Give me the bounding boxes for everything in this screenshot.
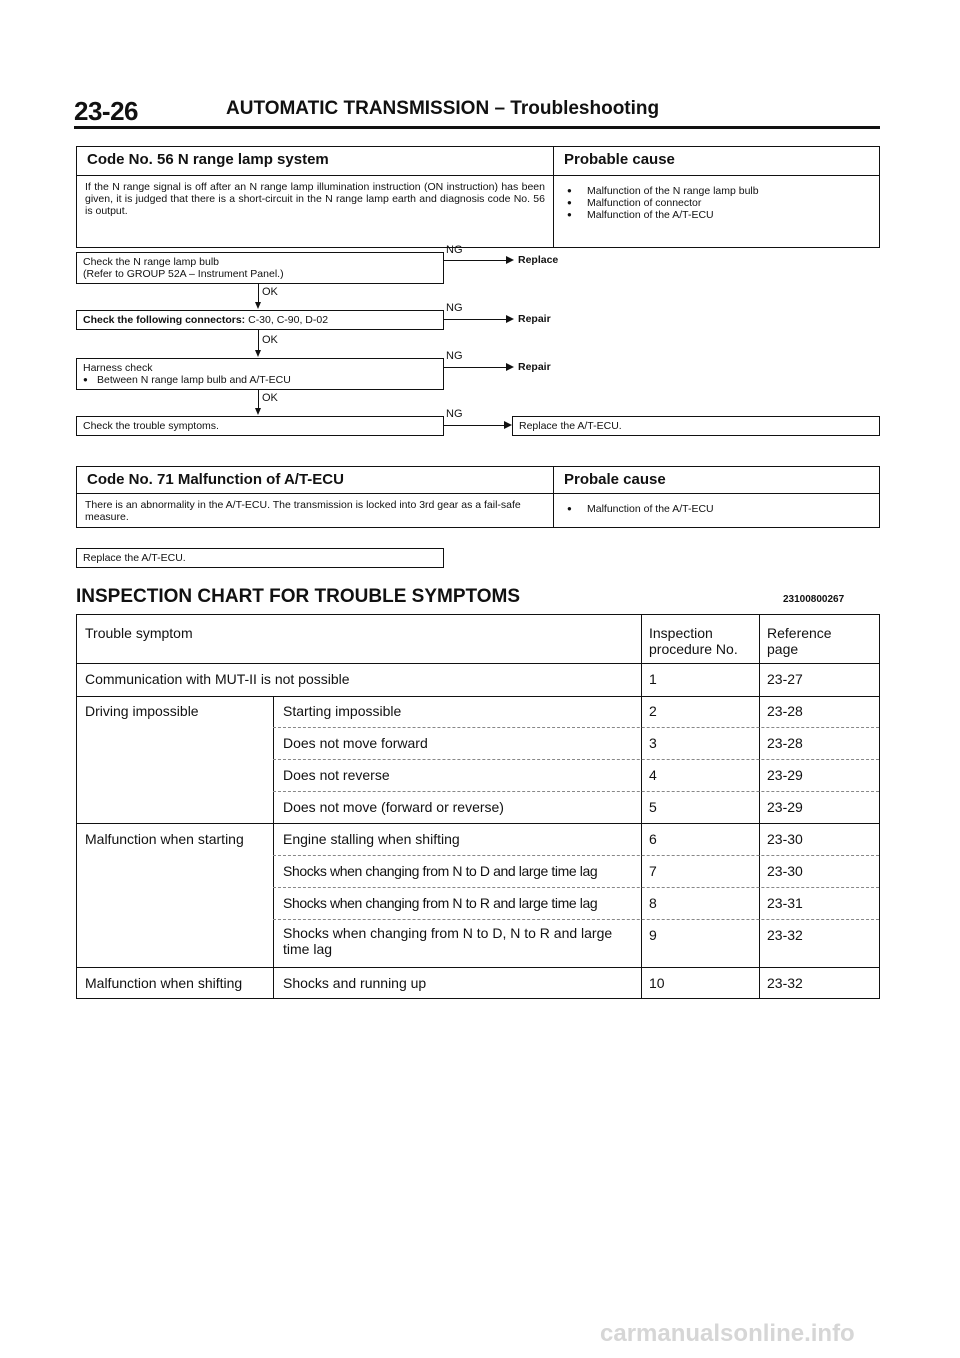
code71-cause-heading: Probale cause <box>564 471 666 488</box>
table-row-ref: 23-32 <box>767 927 803 943</box>
table-row-comm-ref: 23-27 <box>767 671 803 687</box>
flow-ok-line-2 <box>258 330 259 352</box>
code71-box <box>76 466 880 528</box>
col-header-proc: Inspection procedure No. <box>649 625 738 657</box>
page-title: AUTOMATIC TRANSMISSION – Troubleshooting <box>226 98 660 119</box>
flow-step-1-arrow <box>444 260 508 261</box>
flow-ok-line-1 <box>258 284 259 304</box>
comm-row-line <box>77 696 879 697</box>
table-row-symptom: Shocks when changing from N to D, N to R and large time lag <box>283 925 613 957</box>
flow-step-3-text: Harness check <box>83 362 153 374</box>
chart-heading: INSPECTION CHART FOR TROUBLE SYMPTOMS <box>76 586 521 607</box>
flow-step-3-ng: NG <box>446 350 463 362</box>
table-row-ref: 23-32 <box>767 975 803 991</box>
cause-item: ● Malfunction of the N range lamp bulb <box>565 185 869 197</box>
flow-step-4-arrowhead <box>504 421 512 429</box>
group-line <box>77 823 879 824</box>
flow-ok-arrowhead-3 <box>255 408 261 415</box>
chart-col-line-sub <box>273 696 274 998</box>
table-row-symptom: Shocks when changing from N to R and large time lag <box>283 895 598 911</box>
code56-column-divider <box>553 147 554 247</box>
flow-step-4-box <box>76 416 444 436</box>
group-label-starting: Malfunction when starting <box>85 831 244 847</box>
flow-step-4-result-box <box>512 416 880 436</box>
code56-heading: Code No. 56 N range lamp system <box>87 151 329 168</box>
chart-col-line-proc <box>641 615 642 998</box>
row-separator <box>273 759 879 760</box>
inspection-chart <box>76 614 880 999</box>
group-label-shifting: Malfunction when shifting <box>85 975 243 991</box>
flow-step-2-arrowhead <box>506 315 514 323</box>
flow-step-2-text: C-30, C-90, D-02 <box>245 314 329 326</box>
flow-ok-1: OK <box>262 286 278 298</box>
table-row-ref: 23-28 <box>767 735 803 751</box>
table-row-proc: 6 <box>649 831 657 847</box>
flow-ok-line-3 <box>258 390 259 410</box>
table-row-ref: 23-29 <box>767 799 803 815</box>
flow-step-2-arrow <box>444 319 508 320</box>
table-row-proc: 8 <box>649 895 657 911</box>
table-row-symptom: Does not reverse <box>283 767 390 783</box>
flow-step-2-result: Repair <box>518 313 551 325</box>
flow-step-4-ng: NG <box>446 408 463 420</box>
flow-step-3-box <box>76 358 444 390</box>
cause-item: ● Malfunction of the A/T-ECU <box>565 209 869 221</box>
table-row-symptom: Does not move forward <box>283 735 428 751</box>
flow-step-1-ng: NG <box>446 244 463 256</box>
flow-ok-arrowhead-2 <box>255 350 261 357</box>
table-row-comm-proc: 1 <box>649 671 657 687</box>
table-row-symptom: Does not move (forward or reverse) <box>283 799 504 815</box>
code56-causes <box>557 181 877 221</box>
flow-step-1-arrowhead <box>506 256 514 264</box>
flow-step-4-result: Replace the A/T-ECU. <box>519 420 622 432</box>
flow-step-3-text2: Between N range lamp bulb and A/T-ECU <box>97 374 291 386</box>
code71-causes <box>557 499 877 515</box>
row-separator <box>273 855 879 856</box>
flow-step-1-box <box>76 252 444 284</box>
table-row-ref: 23-31 <box>767 895 803 911</box>
flow-ok-arrowhead-1 <box>255 302 261 309</box>
watermark: carmanualsonline.info <box>600 1320 855 1347</box>
code56-cause-heading: Probable cause <box>564 151 675 168</box>
table-row-proc: 7 <box>649 863 657 879</box>
flow-ok-2: OK <box>262 334 278 346</box>
table-row-ref: 23-29 <box>767 767 803 783</box>
code71-divider <box>77 493 879 494</box>
row-separator <box>273 791 879 792</box>
flow-step-2-box <box>76 310 444 330</box>
flow-step-3-bullet-item <box>83 374 437 386</box>
flow-step-4-arrow <box>444 425 506 426</box>
flow-step-3-arrowhead <box>506 363 514 371</box>
row-separator <box>273 727 879 728</box>
code71-column-divider <box>553 467 554 527</box>
group-line <box>77 967 879 968</box>
table-row-ref: 23-28 <box>767 703 803 719</box>
flow-step-1-result: Replace <box>518 254 559 266</box>
table-row-proc: 4 <box>649 767 657 783</box>
table-row-symptom: Engine stalling when shifting <box>283 831 460 847</box>
table-row-proc: 10 <box>649 975 665 991</box>
table-row-proc: 2 <box>649 703 657 719</box>
code56-divider <box>77 175 879 176</box>
row-separator <box>273 919 879 920</box>
code71-action: Replace the A/T-ECU. <box>83 552 186 564</box>
table-row-symptom: Shocks when changing from N to D and large time lag <box>283 863 598 879</box>
flow-step-1-text: Check the N range lamp bulb <box>83 256 219 268</box>
table-row-ref: 23-30 <box>767 863 803 879</box>
code71-heading: Code No. 71 Malfunction of A/T-ECU <box>87 471 344 488</box>
flow-step-4-text: Check the trouble symptoms. <box>83 420 219 432</box>
chart-code: 23100800267 <box>783 594 845 605</box>
table-row-symptom: Shocks and running up <box>283 975 427 991</box>
code71-description: There is an abnormality in the A/T-ECU. The transmission is locked into 3rd gear as a fail-safe measure. <box>85 499 521 523</box>
code71-action-box <box>76 548 444 568</box>
page-number: 23-26 <box>74 96 138 126</box>
table-row-proc: 3 <box>649 735 657 751</box>
col-header-ref: Reference page <box>767 625 832 657</box>
table-row-proc: 9 <box>649 927 657 943</box>
flow-step-1-text2: (Refer to GROUP 52A – Instrument Panel.) <box>83 268 284 280</box>
flow-step-3-arrow <box>444 367 508 368</box>
header-rule <box>74 126 880 129</box>
cause-item: ● Malfunction of the A/T-ECU <box>565 503 869 515</box>
flow-step-2-bold: Check the following connectors: <box>83 314 246 326</box>
table-row-symptom: Starting impossible <box>283 703 402 719</box>
code56-box <box>76 146 880 248</box>
code56-description: If the N range signal is off after an N range lamp illumination instruction (ON instruction) has been given, it is judged that there is a short-circuit in the N range lamp earth and diagnosis code No. 56 is output. <box>85 181 545 217</box>
header-row-line <box>77 663 879 664</box>
col-header-symptom: Trouble symptom <box>85 625 193 641</box>
row-separator <box>273 887 879 888</box>
flow-ok-3: OK <box>262 392 278 404</box>
flow-step-2-ng: NG <box>446 302 463 314</box>
group-label-driving: Driving impossible <box>85 703 199 719</box>
chart-col-line-ref <box>759 615 760 998</box>
cause-item: ● Malfunction of connector <box>565 197 869 209</box>
table-row-proc: 5 <box>649 799 657 815</box>
table-row-comm-symptom: Communication with MUT-II is not possible <box>85 671 350 687</box>
flow-step-3-result: Repair <box>518 361 551 373</box>
table-row-ref: 23-30 <box>767 831 803 847</box>
bullet-icon: ● <box>83 375 88 384</box>
